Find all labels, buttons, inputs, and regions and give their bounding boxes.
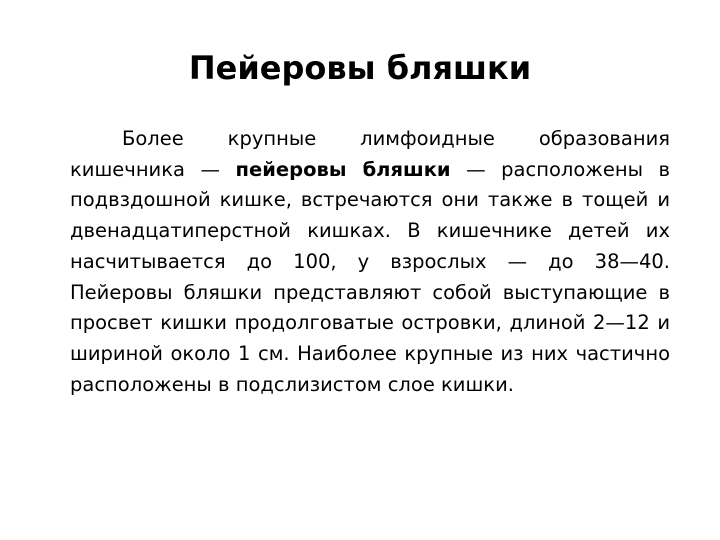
body-text-part-1: Более крупные лимфоидные образования кишечника — xyxy=(70,127,670,181)
bold-term: пейеровы бляшки xyxy=(235,157,451,181)
body-text-part-2: — расположены в подвздошной кишке, встречаются они также в тощей и двенадцатиперстной кишках. В кишечнике детей их насчитывается до 100, у взрослых — до 38—40. Пейеровы бляшки представляют собой выступающие в просвет кишки продолговатые островки, длиной 2—12 и шириной около 1 см. Наиболее крупные из них частично расположены в подслизистом слое кишки. xyxy=(70,157,671,396)
body-paragraph xyxy=(70,124,670,400)
slide-title: Пейеровы бляшки xyxy=(188,49,532,87)
